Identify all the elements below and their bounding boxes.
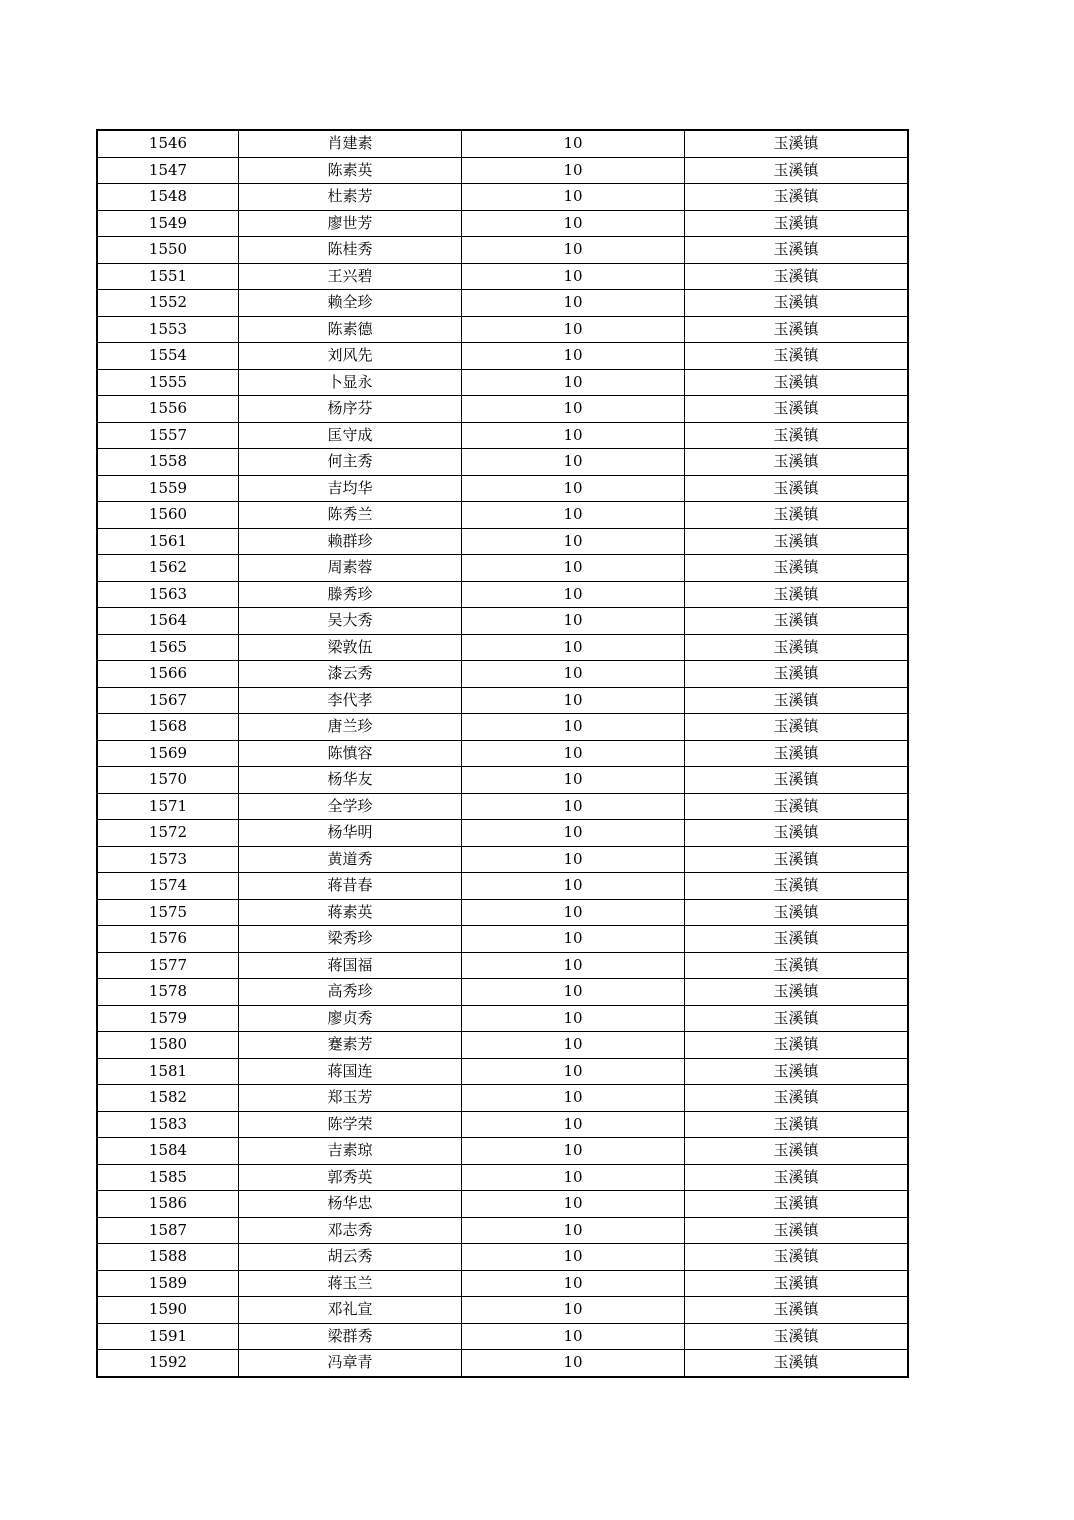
table-row — [97, 1270, 908, 1297]
table-row — [97, 767, 908, 794]
row-number-cell: 1584 — [97, 1138, 239, 1165]
row-number-cell: 1581 — [97, 1058, 239, 1085]
amount-cell: 10 — [462, 237, 685, 264]
name-cell: 廖世芳 — [239, 210, 462, 237]
table-row — [97, 502, 908, 529]
row-number-cell: 1578 — [97, 979, 239, 1006]
town-cell: 玉溪镇 — [685, 979, 909, 1006]
name-cell: 陈素德 — [239, 316, 462, 343]
amount-cell: 10 — [462, 343, 685, 370]
town-cell: 玉溪镇 — [685, 1191, 909, 1218]
row-number-cell: 1552 — [97, 290, 239, 317]
town-cell: 玉溪镇 — [685, 502, 909, 529]
table-row — [97, 343, 908, 370]
amount-cell: 10 — [462, 608, 685, 635]
amount-cell: 10 — [462, 369, 685, 396]
name-cell: 梁群秀 — [239, 1323, 462, 1350]
amount-cell: 10 — [462, 290, 685, 317]
row-number-cell: 1590 — [97, 1297, 239, 1324]
row-number-cell: 1575 — [97, 899, 239, 926]
name-cell: 肖建素 — [239, 130, 462, 157]
table-row — [97, 608, 908, 635]
table-row — [97, 1297, 908, 1324]
name-cell: 漆云秀 — [239, 661, 462, 688]
town-cell: 玉溪镇 — [685, 581, 909, 608]
name-cell: 何主秀 — [239, 449, 462, 476]
amount-cell: 10 — [462, 210, 685, 237]
amount-cell: 10 — [462, 1297, 685, 1324]
town-cell: 玉溪镇 — [685, 661, 909, 688]
name-cell: 陈学荣 — [239, 1111, 462, 1138]
row-number-cell: 1583 — [97, 1111, 239, 1138]
name-cell: 郭秀英 — [239, 1164, 462, 1191]
name-cell: 冯章青 — [239, 1350, 462, 1377]
row-number-cell: 1551 — [97, 263, 239, 290]
row-number-cell: 1563 — [97, 581, 239, 608]
table-row — [97, 846, 908, 873]
table-row — [97, 1058, 908, 1085]
town-cell: 玉溪镇 — [685, 1138, 909, 1165]
name-cell: 陈秀兰 — [239, 502, 462, 529]
row-number-cell: 1549 — [97, 210, 239, 237]
amount-cell: 10 — [462, 1138, 685, 1165]
name-cell: 杨华忠 — [239, 1191, 462, 1218]
name-cell: 杨序芬 — [239, 396, 462, 423]
table-row — [97, 396, 908, 423]
town-cell: 玉溪镇 — [685, 449, 909, 476]
amount-cell: 10 — [462, 1085, 685, 1112]
row-number-cell: 1588 — [97, 1244, 239, 1271]
town-cell: 玉溪镇 — [685, 846, 909, 873]
town-cell: 玉溪镇 — [685, 475, 909, 502]
amount-cell: 10 — [462, 184, 685, 211]
town-cell: 玉溪镇 — [685, 899, 909, 926]
row-number-cell: 1548 — [97, 184, 239, 211]
town-cell: 玉溪镇 — [685, 263, 909, 290]
table-row — [97, 1323, 908, 1350]
amount-cell: 10 — [462, 1032, 685, 1059]
data-table — [96, 129, 909, 1378]
name-cell: 郑玉芳 — [239, 1085, 462, 1112]
town-cell: 玉溪镇 — [685, 767, 909, 794]
row-number-cell: 1570 — [97, 767, 239, 794]
table-row — [97, 184, 908, 211]
table-row — [97, 237, 908, 264]
amount-cell: 10 — [462, 714, 685, 741]
town-cell: 玉溪镇 — [685, 1323, 909, 1350]
table-row — [97, 1005, 908, 1032]
name-cell: 陈桂秀 — [239, 237, 462, 264]
amount-cell: 10 — [462, 1270, 685, 1297]
table-row — [97, 130, 908, 157]
row-number-cell: 1554 — [97, 343, 239, 370]
row-number-cell: 1573 — [97, 846, 239, 873]
amount-cell: 10 — [462, 1111, 685, 1138]
row-number-cell: 1576 — [97, 926, 239, 953]
table-row — [97, 1085, 908, 1112]
table-row — [97, 1164, 908, 1191]
name-cell: 梁秀珍 — [239, 926, 462, 953]
name-cell: 全学珍 — [239, 793, 462, 820]
row-number-cell: 1555 — [97, 369, 239, 396]
name-cell: 蒋国福 — [239, 952, 462, 979]
amount-cell: 10 — [462, 846, 685, 873]
name-cell: 蹇素芳 — [239, 1032, 462, 1059]
town-cell: 玉溪镇 — [685, 820, 909, 847]
name-cell: 吴大秀 — [239, 608, 462, 635]
row-number-cell: 1556 — [97, 396, 239, 423]
amount-cell: 10 — [462, 475, 685, 502]
row-number-cell: 1589 — [97, 1270, 239, 1297]
row-number-cell: 1579 — [97, 1005, 239, 1032]
amount-cell: 10 — [462, 634, 685, 661]
table-row — [97, 369, 908, 396]
table-row — [97, 926, 908, 953]
table-row — [97, 1350, 908, 1377]
town-cell: 玉溪镇 — [685, 237, 909, 264]
table-row — [97, 714, 908, 741]
row-number-cell: 1553 — [97, 316, 239, 343]
town-cell: 玉溪镇 — [685, 157, 909, 184]
row-number-cell: 1560 — [97, 502, 239, 529]
town-cell: 玉溪镇 — [685, 1350, 909, 1377]
town-cell: 玉溪镇 — [685, 1085, 909, 1112]
amount-cell: 10 — [462, 502, 685, 529]
amount-cell: 10 — [462, 555, 685, 582]
amount-cell: 10 — [462, 581, 685, 608]
town-cell: 玉溪镇 — [685, 952, 909, 979]
name-cell: 蒋昔春 — [239, 873, 462, 900]
name-cell: 廖贞秀 — [239, 1005, 462, 1032]
name-cell: 梁敦伍 — [239, 634, 462, 661]
amount-cell: 10 — [462, 767, 685, 794]
amount-cell: 10 — [462, 820, 685, 847]
row-number-cell: 1566 — [97, 661, 239, 688]
table-row — [97, 290, 908, 317]
amount-cell: 10 — [462, 740, 685, 767]
town-cell: 玉溪镇 — [685, 873, 909, 900]
table-row — [97, 581, 908, 608]
table-row — [97, 793, 908, 820]
town-cell: 玉溪镇 — [685, 316, 909, 343]
row-number-cell: 1557 — [97, 422, 239, 449]
amount-cell: 10 — [462, 1350, 685, 1377]
row-number-cell: 1587 — [97, 1217, 239, 1244]
name-cell: 赖全珍 — [239, 290, 462, 317]
row-number-cell: 1547 — [97, 157, 239, 184]
amount-cell: 10 — [462, 1244, 685, 1271]
amount-cell: 10 — [462, 979, 685, 1006]
row-number-cell: 1574 — [97, 873, 239, 900]
town-cell: 玉溪镇 — [685, 396, 909, 423]
amount-cell: 10 — [462, 449, 685, 476]
row-number-cell: 1550 — [97, 237, 239, 264]
row-number-cell: 1559 — [97, 475, 239, 502]
town-cell: 玉溪镇 — [685, 1244, 909, 1271]
row-number-cell: 1582 — [97, 1085, 239, 1112]
name-cell: 杨华友 — [239, 767, 462, 794]
name-cell: 滕秀珍 — [239, 581, 462, 608]
town-cell: 玉溪镇 — [685, 130, 909, 157]
town-cell: 玉溪镇 — [685, 555, 909, 582]
name-cell: 蒋玉兰 — [239, 1270, 462, 1297]
table-row — [97, 952, 908, 979]
row-number-cell: 1569 — [97, 740, 239, 767]
amount-cell: 10 — [462, 1323, 685, 1350]
table-row — [97, 899, 908, 926]
town-cell: 玉溪镇 — [685, 687, 909, 714]
row-number-cell: 1562 — [97, 555, 239, 582]
name-cell: 杨华明 — [239, 820, 462, 847]
row-number-cell: 1585 — [97, 1164, 239, 1191]
amount-cell: 10 — [462, 157, 685, 184]
table-row — [97, 263, 908, 290]
name-cell: 杜素芳 — [239, 184, 462, 211]
town-cell: 玉溪镇 — [685, 210, 909, 237]
amount-cell: 10 — [462, 1005, 685, 1032]
table-row — [97, 634, 908, 661]
table-row — [97, 1191, 908, 1218]
name-cell: 吉素琼 — [239, 1138, 462, 1165]
row-number-cell: 1568 — [97, 714, 239, 741]
amount-cell: 10 — [462, 926, 685, 953]
town-cell: 玉溪镇 — [685, 422, 909, 449]
amount-cell: 10 — [462, 263, 685, 290]
name-cell: 邓志秀 — [239, 1217, 462, 1244]
table-row — [97, 820, 908, 847]
name-cell: 陈素英 — [239, 157, 462, 184]
table-row — [97, 1111, 908, 1138]
table-row — [97, 449, 908, 476]
amount-cell: 10 — [462, 316, 685, 343]
town-cell: 玉溪镇 — [685, 528, 909, 555]
name-cell: 刘风先 — [239, 343, 462, 370]
row-number-cell: 1546 — [97, 130, 239, 157]
row-number-cell: 1567 — [97, 687, 239, 714]
row-number-cell: 1586 — [97, 1191, 239, 1218]
table-row — [97, 1138, 908, 1165]
row-number-cell: 1564 — [97, 608, 239, 635]
town-cell: 玉溪镇 — [685, 608, 909, 635]
name-cell: 邓礼宣 — [239, 1297, 462, 1324]
amount-cell: 10 — [462, 1217, 685, 1244]
town-cell: 玉溪镇 — [685, 926, 909, 953]
name-cell: 高秀珍 — [239, 979, 462, 1006]
table-row — [97, 1244, 908, 1271]
town-cell: 玉溪镇 — [685, 740, 909, 767]
town-cell: 玉溪镇 — [685, 1058, 909, 1085]
town-cell: 玉溪镇 — [685, 290, 909, 317]
amount-cell: 10 — [462, 793, 685, 820]
town-cell: 玉溪镇 — [685, 1297, 909, 1324]
table-row — [97, 740, 908, 767]
name-cell: 吉均华 — [239, 475, 462, 502]
table-row — [97, 1217, 908, 1244]
amount-cell: 10 — [462, 661, 685, 688]
name-cell: 陈慎容 — [239, 740, 462, 767]
name-cell: 黄道秀 — [239, 846, 462, 873]
town-cell: 玉溪镇 — [685, 793, 909, 820]
row-number-cell: 1565 — [97, 634, 239, 661]
amount-cell: 10 — [462, 1191, 685, 1218]
name-cell: 赖群珍 — [239, 528, 462, 555]
town-cell: 玉溪镇 — [685, 1111, 909, 1138]
table-row — [97, 528, 908, 555]
town-cell: 玉溪镇 — [685, 343, 909, 370]
amount-cell: 10 — [462, 952, 685, 979]
amount-cell: 10 — [462, 1164, 685, 1191]
row-number-cell: 1591 — [97, 1323, 239, 1350]
table-row — [97, 1032, 908, 1059]
name-cell: 匡守成 — [239, 422, 462, 449]
table-row — [97, 422, 908, 449]
row-number-cell: 1571 — [97, 793, 239, 820]
town-cell: 玉溪镇 — [685, 634, 909, 661]
table-row — [97, 661, 908, 688]
town-cell: 玉溪镇 — [685, 1270, 909, 1297]
town-cell: 玉溪镇 — [685, 369, 909, 396]
table-row — [97, 210, 908, 237]
name-cell: 周素蓉 — [239, 555, 462, 582]
table-row — [97, 873, 908, 900]
amount-cell: 10 — [462, 528, 685, 555]
table-row — [97, 475, 908, 502]
amount-cell: 10 — [462, 687, 685, 714]
row-number-cell: 1561 — [97, 528, 239, 555]
amount-cell: 10 — [462, 1058, 685, 1085]
name-cell: 李代孝 — [239, 687, 462, 714]
table-body — [97, 130, 908, 1377]
name-cell: 蒋国连 — [239, 1058, 462, 1085]
town-cell: 玉溪镇 — [685, 1164, 909, 1191]
row-number-cell: 1558 — [97, 449, 239, 476]
row-number-cell: 1580 — [97, 1032, 239, 1059]
table-row — [97, 157, 908, 184]
table-row — [97, 555, 908, 582]
town-cell: 玉溪镇 — [685, 1032, 909, 1059]
town-cell: 玉溪镇 — [685, 1217, 909, 1244]
name-cell: 卜显永 — [239, 369, 462, 396]
town-cell: 玉溪镇 — [685, 184, 909, 211]
row-number-cell: 1572 — [97, 820, 239, 847]
name-cell: 胡云秀 — [239, 1244, 462, 1271]
table-row — [97, 316, 908, 343]
amount-cell: 10 — [462, 396, 685, 423]
table-row — [97, 687, 908, 714]
amount-cell: 10 — [462, 422, 685, 449]
name-cell: 唐兰珍 — [239, 714, 462, 741]
amount-cell: 10 — [462, 873, 685, 900]
row-number-cell: 1592 — [97, 1350, 239, 1377]
town-cell: 玉溪镇 — [685, 1005, 909, 1032]
amount-cell: 10 — [462, 130, 685, 157]
name-cell: 王兴碧 — [239, 263, 462, 290]
amount-cell: 10 — [462, 899, 685, 926]
town-cell: 玉溪镇 — [685, 714, 909, 741]
table-row — [97, 979, 908, 1006]
row-number-cell: 1577 — [97, 952, 239, 979]
name-cell: 蒋素英 — [239, 899, 462, 926]
